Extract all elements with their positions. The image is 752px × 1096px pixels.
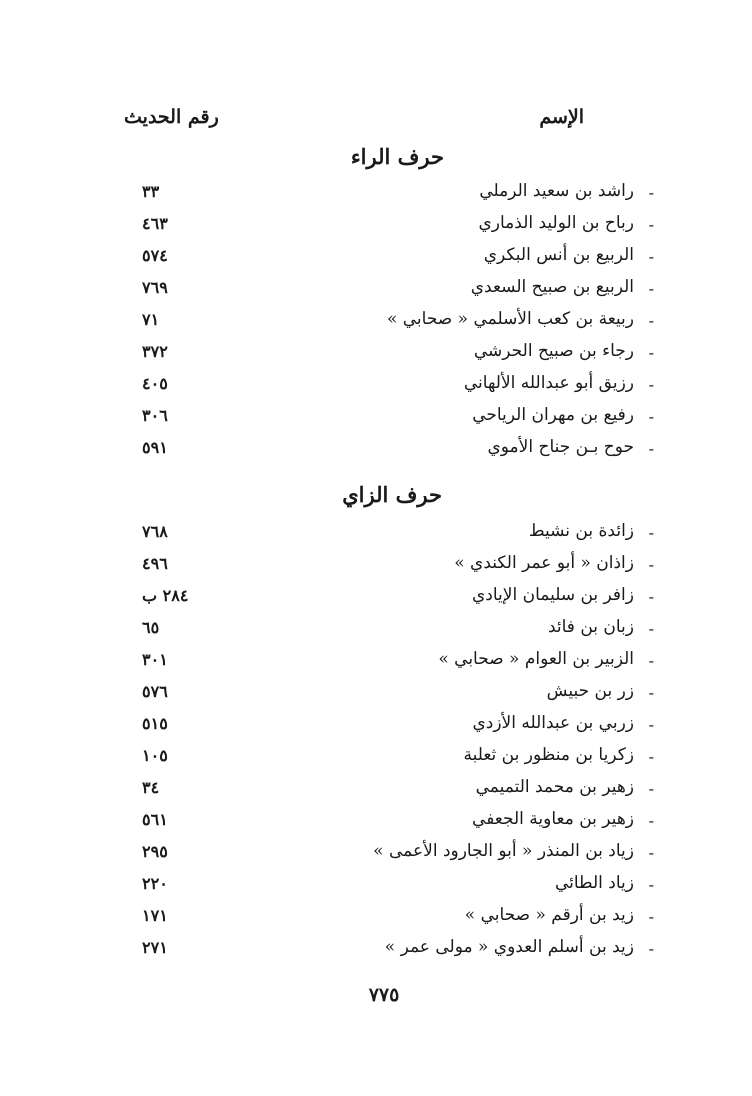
narrator-name: زياد بن المنذر « أبو الجارود الأعمى » xyxy=(373,841,634,861)
list-item xyxy=(0,551,752,583)
narrator-name: زهير بن معاوية الجعفي xyxy=(472,809,634,829)
list-item xyxy=(0,775,752,807)
hadith-number: ٣٤ xyxy=(142,778,160,797)
hadith-number: ٥٧٦ xyxy=(142,682,168,701)
hadith-number: ٦٥ xyxy=(142,618,160,637)
bullet-dash: - xyxy=(648,779,654,798)
narrator-name: رزيق أبو عبدالله الألهاني xyxy=(463,373,634,393)
hadith-number: ٧٦٩ xyxy=(142,278,168,297)
hadith-number: ٧٦٨ xyxy=(142,522,168,541)
list-item xyxy=(0,211,752,243)
section-title-zay: حرف الزاي xyxy=(342,482,442,507)
hadith-number: ٢٩٥ xyxy=(142,842,168,861)
section-title-ra: حرف الراء xyxy=(350,144,444,169)
hadith-number: ٣٠١ xyxy=(142,650,168,669)
list-item xyxy=(0,839,752,871)
hadith-number: ٥١٥ xyxy=(142,714,168,733)
list-item xyxy=(0,679,752,711)
list-item xyxy=(0,903,752,935)
hadith-number: ٥٩١ xyxy=(142,438,168,457)
bullet-dash: - xyxy=(648,619,654,638)
bullet-dash: - xyxy=(648,683,654,702)
hadith-number: ٤٦٣ xyxy=(142,214,168,233)
name-column-header: الإسم xyxy=(539,106,584,128)
page-number xyxy=(0,984,752,1006)
narrator-name: زياد الطائي xyxy=(554,873,634,893)
hadith-number: ٤٠٥ xyxy=(142,374,168,393)
hadith-number: ٤٩٦ xyxy=(142,554,168,573)
bullet-dash: - xyxy=(648,523,654,542)
hadith-number: ٣٠٦ xyxy=(142,406,168,425)
bullet-dash: - xyxy=(648,343,654,362)
list-item xyxy=(0,743,752,775)
bullet-dash: - xyxy=(648,715,654,734)
narrator-name: راشد بن سعيد الرملي xyxy=(479,181,634,201)
list-item xyxy=(0,371,752,403)
narrator-name: زكريا بن منظور بن ثعلبة xyxy=(463,745,634,765)
narrator-name: زائدة بن نشيط xyxy=(528,521,634,541)
bullet-dash: - xyxy=(648,651,654,670)
bullet-dash: - xyxy=(648,811,654,830)
narrator-name: ربيعة بن كعب الأسلمي « صحابي » xyxy=(386,309,634,329)
entry-list-zay xyxy=(0,519,752,967)
narrator-name: زهير بن محمد التميمي xyxy=(475,777,634,797)
hadith-number: ٥٧٤ xyxy=(142,246,168,265)
bullet-dash: - xyxy=(648,939,654,958)
list-item xyxy=(0,275,752,307)
narrator-name: الربيع بن صبيح السعدي xyxy=(470,277,634,297)
list-item xyxy=(0,935,752,967)
list-item xyxy=(0,711,752,743)
hadith-number-column-header: رقم الحديث xyxy=(124,106,219,128)
bullet-dash: - xyxy=(648,747,654,766)
bullet-dash: - xyxy=(648,587,654,606)
bullet-dash: - xyxy=(648,907,654,926)
narrator-name: الزبير بن العوام « صحابي » xyxy=(438,649,634,669)
list-item xyxy=(0,179,752,211)
narrator-name: رباح بن الوليد الذماري xyxy=(478,213,634,233)
hadith-number: ١٧١ xyxy=(142,906,168,925)
hadith-number: ٢٢٠ xyxy=(142,874,168,893)
narrator-name: حوح بـن جناح الأموي xyxy=(487,437,634,457)
list-item xyxy=(0,435,752,467)
bullet-dash: - xyxy=(648,407,654,426)
list-item xyxy=(0,871,752,903)
narrator-name: زافر بن سليمان الإيادي xyxy=(471,585,634,605)
narrator-name: زبان بن فائد xyxy=(547,617,634,637)
narrator-name: زيد بن أسلم العدوي « مولى عمر » xyxy=(384,937,634,957)
bullet-dash: - xyxy=(648,183,654,202)
page-number-text: ٧٧٥ xyxy=(368,984,400,1006)
bullet-dash: - xyxy=(648,555,654,574)
list-item xyxy=(0,339,752,371)
narrator-name: زر بن حبيش xyxy=(546,681,634,701)
list-item xyxy=(0,647,752,679)
list-item xyxy=(0,307,752,339)
narrator-name: زاذان « أبو عمر الكندي » xyxy=(454,553,634,573)
list-item xyxy=(0,615,752,647)
list-item xyxy=(0,243,752,275)
bullet-dash: - xyxy=(648,247,654,266)
list-item xyxy=(0,807,752,839)
list-item xyxy=(0,519,752,551)
narrator-name: الربيع بن أنس البكري xyxy=(483,245,634,265)
bullet-dash: - xyxy=(648,875,654,894)
hadith-number: ٧١ xyxy=(142,310,160,329)
bullet-dash: - xyxy=(648,375,654,394)
narrator-name: رفيع بن مهران الرياحي xyxy=(472,405,634,425)
hadith-number: ٣٣ xyxy=(142,182,160,201)
list-item xyxy=(0,403,752,435)
list-item xyxy=(0,583,752,615)
narrator-name: رجاء بن صبيح الحرشي xyxy=(473,341,634,361)
bullet-dash: - xyxy=(648,439,654,458)
narrator-name: زربي بن عبدالله الأزدي xyxy=(472,713,634,733)
hadith-number: ٢٧١ xyxy=(142,938,168,957)
hadith-number: ١٠٥ xyxy=(142,746,168,765)
bullet-dash: - xyxy=(648,215,654,234)
entry-list-ra xyxy=(0,179,752,467)
hadith-number: ٣٧٢ xyxy=(142,342,168,361)
bullet-dash: - xyxy=(648,843,654,862)
hadith-number: ٢٨٤ ب xyxy=(142,586,189,605)
bullet-dash: - xyxy=(648,311,654,330)
bullet-dash: - xyxy=(648,279,654,298)
hadith-number: ٥٦١ xyxy=(142,810,168,829)
narrator-name: زيد بن أرقم « صحابي » xyxy=(464,905,634,925)
